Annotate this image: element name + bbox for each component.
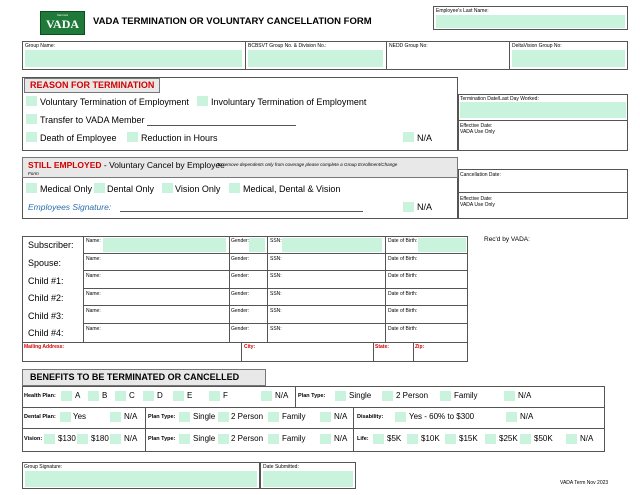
dental-family-label: Family	[282, 412, 306, 421]
dental-na-checkbox[interactable]	[110, 412, 121, 422]
group-signature-label: Group Signature:	[24, 464, 63, 470]
disability-yes-checkbox[interactable]	[395, 412, 406, 422]
logo-text: VADA	[45, 17, 80, 31]
health-2person-checkbox[interactable]	[382, 391, 393, 401]
health-single-label: Single	[349, 391, 372, 400]
dob-label: Date of Birth:	[388, 308, 418, 314]
reduction-label: Reduction in Hours	[141, 133, 218, 143]
life-50k-label: $50K	[534, 434, 553, 443]
health-plan-type-label: Plan Type:	[298, 393, 326, 399]
row-label-child3: Child #3:	[28, 311, 64, 321]
vision-family-checkbox[interactable]	[268, 434, 279, 444]
life-5k-checkbox[interactable]	[373, 434, 384, 444]
vision-family-label: Family	[282, 434, 306, 443]
health-c-checkbox[interactable]	[115, 391, 126, 401]
form-version: VADA Term Nov 2023	[560, 480, 609, 486]
bcbsvt-input[interactable]	[248, 50, 383, 67]
health-plan-label: Health Plan:	[24, 393, 56, 399]
still-heading-red: STILL EMPLOYED	[28, 160, 102, 170]
dental-yes-checkbox[interactable]	[60, 412, 71, 422]
row-label-child1: Child #1:	[28, 276, 64, 286]
still-effective-date-label: Effective Date:	[460, 196, 493, 202]
termination-date-input[interactable]	[460, 102, 626, 118]
nedd-label: NEDD Group No:	[389, 43, 428, 49]
vision-label: Vision:	[24, 436, 43, 442]
reduction-checkbox[interactable]	[127, 132, 138, 142]
life-50k-checkbox[interactable]	[520, 434, 531, 444]
transfer-checkbox[interactable]	[26, 114, 37, 124]
still-heading	[28, 160, 225, 170]
zip-label: Zip:	[415, 344, 425, 350]
vision-type-na-label: N/A	[334, 434, 348, 443]
still-vada-use-only: VADA Use Only	[460, 202, 495, 208]
dob-label: Date of Birth:	[388, 273, 418, 279]
health-f-checkbox[interactable]	[209, 391, 220, 401]
disability-label: Disability:	[357, 414, 384, 420]
gender-label: Gender:	[231, 238, 250, 244]
vision-plan-type-label: Plan Type:	[148, 436, 176, 442]
dental-family-checkbox[interactable]	[268, 412, 279, 422]
ssn-label: SSN:	[270, 273, 282, 279]
mailing-address-label: Mailing Address:	[24, 344, 65, 350]
life-na-label: N/A	[580, 434, 594, 443]
health-single-checkbox[interactable]	[335, 391, 346, 401]
dental-only-label: Dental Only	[107, 184, 155, 194]
mdv-label: Medical, Dental & Vision	[243, 184, 341, 194]
life-na-checkbox[interactable]	[566, 434, 577, 444]
life-15k-checkbox[interactable]	[445, 434, 456, 444]
still-note: To remove dependents only from coverage please complete a Group Enrollment/Change	[217, 162, 398, 167]
health-na-label: N/A	[275, 391, 289, 400]
ssn-label: SSN:	[270, 256, 282, 262]
dental-2person-checkbox[interactable]	[218, 412, 229, 422]
dob-label: Date of Birth:	[388, 238, 418, 244]
name-label: Name:	[86, 238, 101, 244]
vision-single-label: Single	[193, 434, 216, 443]
row-label-spouse: Spouse:	[28, 258, 62, 268]
dental-type-na-checkbox[interactable]	[320, 412, 331, 422]
dental-type-na-label: N/A	[334, 412, 348, 421]
date-submitted-label: Date Submitted:	[263, 464, 299, 470]
health-na-checkbox[interactable]	[261, 391, 272, 401]
life-label: Life:	[357, 436, 369, 442]
gender-input[interactable]	[249, 238, 265, 252]
employee-signature-line[interactable]	[120, 211, 363, 212]
dental-single-checkbox[interactable]	[179, 412, 190, 422]
benefits-heading: BENEFITS TO BE TERMINATED OR CANCELLED	[30, 372, 240, 382]
deltavision-label: DeltaVision Group No:	[512, 43, 562, 49]
health-2person-label: 2 Person	[396, 391, 429, 400]
health-type-na-checkbox[interactable]	[504, 391, 515, 401]
name-label: Name:	[86, 273, 101, 279]
form-title: VADA TERMINATION OR VOLUNTARY CANCELLATION FORM	[93, 16, 372, 27]
vision-only-checkbox[interactable]	[162, 183, 173, 193]
life-5k-label: $5K	[387, 434, 402, 443]
death-label: Death of Employee	[40, 133, 117, 143]
dental-na-label: N/A	[124, 412, 138, 421]
reason-vada-use-only: VADA Use Only	[460, 129, 495, 135]
involuntary-label: Involuntary Termination of Employment	[211, 97, 367, 107]
health-e-checkbox[interactable]	[173, 391, 184, 401]
ssn-label: SSN:	[270, 326, 282, 332]
dental-2person-label: 2 Person	[231, 412, 264, 421]
state-label: State:	[375, 344, 389, 350]
life-25k-label: $25K	[499, 434, 518, 443]
dob-label: Date of Birth:	[388, 326, 418, 332]
deltavision-input[interactable]	[512, 50, 625, 67]
medical-only-label: Medical Only	[40, 184, 93, 194]
vision-2person-checkbox[interactable]	[218, 434, 229, 444]
health-c-label: C	[129, 391, 135, 400]
still-note-2: Form	[28, 171, 39, 176]
city-label: City:	[244, 344, 256, 350]
vision-na-checkbox[interactable]	[110, 434, 121, 444]
health-b-checkbox[interactable]	[88, 391, 99, 401]
dental-only-checkbox[interactable]	[94, 183, 105, 193]
group-name-input[interactable]	[25, 50, 242, 67]
life-10k-label: $10K	[421, 434, 440, 443]
health-a-checkbox[interactable]	[61, 391, 72, 401]
bcbsvt-label: BCBSVT Group No. & Division No.:	[248, 43, 327, 49]
recd-by-vada: Rec'd by VADA:	[484, 236, 530, 243]
vision-180-checkbox[interactable]	[77, 434, 88, 444]
dental-plan-type-label: Plan Type:	[148, 414, 176, 420]
vision-single-checkbox[interactable]	[179, 434, 190, 444]
row-label-child2: Child #2:	[28, 293, 64, 303]
gender-label: Gender:	[231, 326, 250, 332]
name-label: Name:	[86, 308, 101, 314]
row-label-child4: Child #4:	[28, 328, 64, 338]
dental-plan-label: Dental Plan:	[24, 414, 56, 420]
health-d-label: D	[157, 391, 163, 400]
ssn-label: SSN:	[270, 238, 282, 244]
vision-na-label: N/A	[124, 434, 138, 443]
name-label: Name:	[86, 291, 101, 297]
health-family-label: Family	[454, 391, 478, 400]
health-f-label: F	[223, 391, 228, 400]
still-na-label: N/A	[417, 202, 433, 212]
group-name-label: Group Name:	[25, 43, 56, 49]
voluntary-label: Voluntary Termination of Employment	[40, 97, 189, 107]
reason-heading: REASON FOR TERMINATION	[30, 80, 155, 90]
health-d-checkbox[interactable]	[143, 391, 154, 401]
dental-yes-label: Yes	[73, 412, 87, 421]
vision-only-label: Vision Only	[175, 184, 221, 194]
voluntary-checkbox[interactable]	[26, 96, 37, 106]
vision-130-label: $130	[58, 434, 76, 443]
name-label: Name:	[86, 256, 101, 262]
employee-last-name-field[interactable]	[433, 6, 628, 30]
disability-na-label: N/A	[520, 412, 534, 421]
employee-last-name-label: Employee's Last Name:	[436, 8, 489, 14]
dob-label: Date of Birth:	[388, 256, 418, 262]
medical-only-checkbox[interactable]	[26, 183, 37, 193]
reason-na-label: N/A	[417, 133, 433, 143]
mdv-checkbox[interactable]	[229, 183, 240, 193]
employee-signature-label: Employees Signature:	[28, 202, 112, 212]
health-b-label: B	[102, 391, 108, 400]
still-na-checkbox[interactable]	[403, 202, 414, 212]
gender-label: Gender:	[231, 273, 250, 279]
dob-input[interactable]	[418, 238, 466, 252]
health-e-label: E	[187, 391, 193, 400]
life-15k-label: $15K	[459, 434, 478, 443]
reason-na-checkbox[interactable]	[403, 132, 414, 142]
cancellation-date-label: Cancellation Date:	[460, 172, 501, 178]
gender-label: Gender:	[231, 308, 250, 314]
reason-effective-date-label: Effective Date:	[460, 123, 493, 129]
disability-na-checkbox[interactable]	[506, 412, 517, 422]
dob-label: Date of Birth:	[388, 291, 418, 297]
name-input[interactable]	[103, 238, 226, 252]
gender-label: Gender:	[231, 291, 250, 297]
ssn-label: SSN:	[270, 291, 282, 297]
death-checkbox[interactable]	[26, 132, 37, 142]
health-family-checkbox[interactable]	[440, 391, 451, 401]
ssn-input[interactable]	[282, 238, 382, 252]
employee-last-name-input[interactable]	[436, 15, 625, 28]
date-submitted-input[interactable]	[263, 471, 353, 487]
row-label-subscriber: Subscriber:	[28, 240, 74, 250]
ssn-label: SSN:	[270, 308, 282, 314]
group-signature-input[interactable]	[25, 471, 257, 487]
vada-logo	[40, 11, 85, 35]
involuntary-checkbox[interactable]	[197, 96, 208, 106]
transfer-label: Transfer to VADA Member	[40, 115, 145, 125]
life-25k-checkbox[interactable]	[485, 434, 496, 444]
logo-sub: Vermont	[56, 13, 69, 17]
health-a-label: A	[75, 391, 81, 400]
name-label: Name:	[86, 326, 101, 332]
still-heading-rest: - Voluntary Cancel by Employee	[101, 160, 225, 170]
vision-type-na-checkbox[interactable]	[320, 434, 331, 444]
termination-date-label: Termination Date/Last Day Worked:	[460, 96, 539, 102]
gender-label: Gender:	[231, 256, 250, 262]
health-type-na-label: N/A	[518, 391, 532, 400]
vision-130-checkbox[interactable]	[44, 434, 55, 444]
vision-2person-label: 2 Person	[231, 434, 264, 443]
disability-yes-label: Yes - 60% to $300	[409, 412, 475, 421]
dental-single-label: Single	[193, 412, 216, 421]
life-10k-checkbox[interactable]	[407, 434, 418, 444]
vision-180-label: $180	[91, 434, 109, 443]
